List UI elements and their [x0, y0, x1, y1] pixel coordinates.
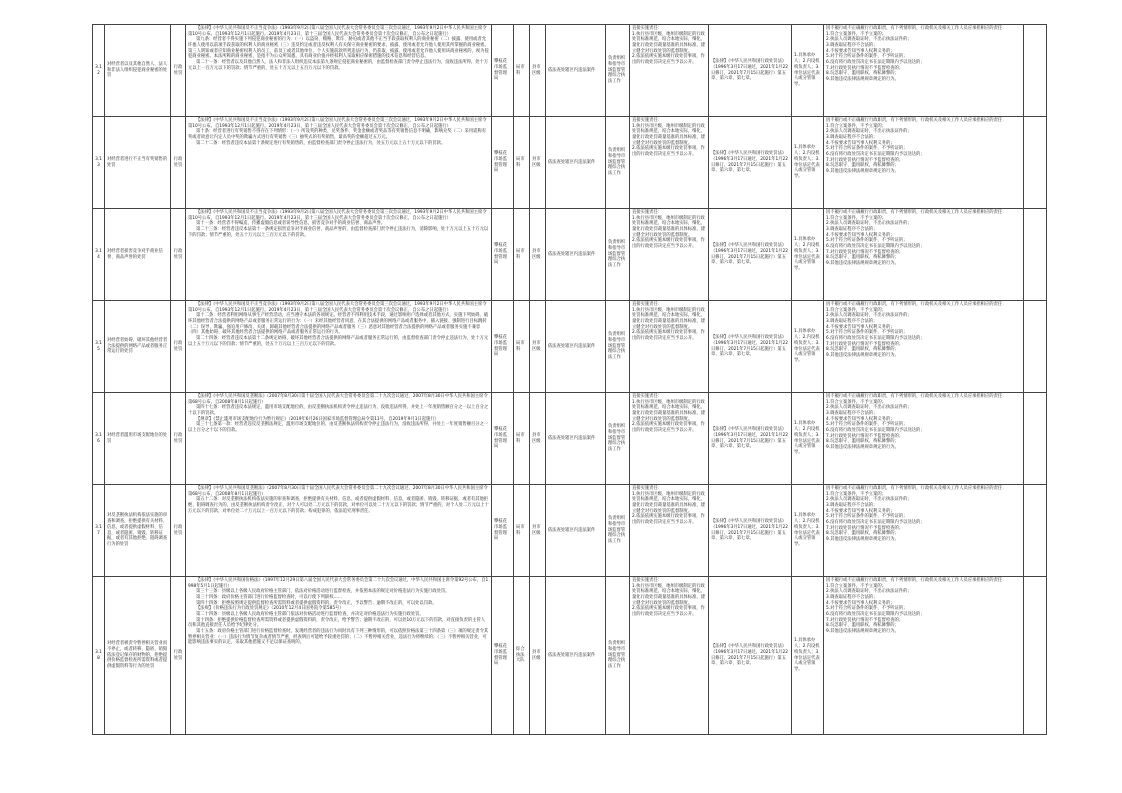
resp-line: 4.不按要求告知当事人权利义务的；	[826, 48, 895, 54]
duty-line: 2.依法依规实施本级行政处罚事项，作出的行政处罚决定应当予以公开。	[632, 422, 705, 434]
internal-unit: 局市科	[514, 25, 530, 117]
legal-basis	[186, 117, 492, 209]
duty-line: 1.执行县市区级、地州市级制定的行政处罚标准规范，结合本地实际，细化、量化行政处罚裁量基准的具体标准，建立健全对行政处罚的监督制度。	[632, 399, 706, 422]
row-number: 3.13	[93, 117, 105, 209]
responsible-subject: 负责组织和指导市场监督管理综合执法工作	[606, 301, 630, 393]
scope-of-enforcement: 依法查处辖区内违法案件	[546, 209, 606, 301]
accountability-items	[824, 301, 1024, 393]
basis-line: 第九条：经营者不得实施下列侵犯商业秘密的行为：（一）以盗窃、贿赂、欺诈、胁迫或者其他不正当手段获取权利人的商业秘密（二）披露、使用或者允许他人使用以前项手段获取的权利人的商业秘密（三）违反约定或者违反权利人有关保守商业秘密的要求，披露、使用或者允许他人使用其所掌握的商业秘密。第三人明知或者应知商业秘密权利人的员工、前员工或者其他单位、个人实施前款所列违法行为，仍获取、披露、使用或者允许他人使用该商业秘密的，视为侵犯商业秘密。本法所称的商业秘密，是指不为公众所知悉、具有商业价值并经权利人采取相应保密措施的技术信息和经营信息。	[188, 37, 489, 60]
internal-unit: 局市科	[514, 485, 530, 577]
basis-line: 【法律】《中华人民共和国反垄断法》（2007年8月30日第十届全国人民代表大会常务委员会第二十九次会议通过，2007年8月30日中华人民共和国主席令第68号公布，自2008年8月1日起施行）	[188, 394, 488, 405]
basis-line: 第二十三条：经营者违反本法第十一条规定损害竞争对手商业信誉、商品声誉的，由监督检查部门责令停止违法行为，消除影响，处十万元以上五十万元以下的罚款；情节严重的，处五十万元以上三百万元以下的罚款。	[188, 227, 489, 238]
item-type: 行政处罚	[171, 301, 186, 393]
duty-items	[630, 485, 709, 577]
resp-line: 9.其他违反法律法规规章规定的行为。	[826, 353, 899, 359]
responsible-subject: 负责组织和指导市场监督管理综合执法工作	[606, 117, 630, 209]
duty-line: 1.执行县市区级、地州市级制定的行政处罚标准规范，结合本地实际，细化、量化行政处罚裁量基准的具体标准，建立健全对行政处罚的监督制度。	[632, 215, 706, 238]
duty-items	[630, 117, 709, 209]
duty-line: 1.执行县市区级、地州市级制定的行政处罚标准规范，结合本地实际，细化、量化行政处罚裁量基准的具体标准，建立健全对行政处罚的监督制度。	[632, 583, 706, 606]
resp-line: 7.对行政处罚执行情况不予监督检查的；	[826, 157, 904, 163]
table-row	[93, 25, 1047, 117]
duty-line: 直接实施责任：	[632, 578, 663, 583]
scope-of-enforcement: 依法查处辖区内违法案件	[546, 301, 606, 393]
responsible-roles: 1.具体承办人；2.内设机构负责人；3.单位法定代表人或分管领导。	[792, 209, 824, 301]
table-row	[93, 393, 1047, 485]
resp-line: 2.执法人员调查取证时，不出示执法证件的；	[826, 405, 912, 411]
resp-line: 6.没有将行政处罚决定书在法定期限内予以送达的；	[826, 520, 925, 526]
resp-line: 5.对于符合听证条件的案件，不予听证的；	[826, 54, 908, 60]
item-name: 对经营者进行不正当有奖销售的处罚	[105, 117, 171, 209]
resp-line: 8.玩忽职守、滥用职权、徇私舞弊的；	[826, 163, 899, 169]
resp-line: 8.玩忽职守、滥用职权、徇私舞弊的；	[826, 439, 899, 445]
item-type: 行政处罚	[171, 577, 186, 735]
legal-basis	[186, 301, 492, 393]
accountability-items	[824, 25, 1024, 117]
table-row	[93, 577, 1047, 735]
resp-line: 6.没有将行政处罚决定书在法定期限内予以送达的；	[826, 152, 925, 158]
remarks-cell	[1024, 209, 1047, 301]
implementing-department: 攀枝花市场监督管理局	[492, 25, 514, 117]
accountability-items	[824, 117, 1024, 209]
duty-items	[630, 209, 709, 301]
accountability-items	[824, 209, 1024, 301]
duty-line: 2.依法依规实施本级行政处罚事项，作出的行政处罚决定应当予以公开。	[632, 238, 705, 250]
implementing-department: 攀枝花市场监督管理局	[492, 485, 514, 577]
responsible-subject: 负责组织和指导市场监督管理综合执法工作	[606, 25, 630, 117]
resp-line: 5.对于符合听证条件的案件，不予听证的；	[826, 422, 908, 428]
remarks-cell	[1024, 485, 1047, 577]
implementing-department: 攀枝花市场监督管理局	[492, 393, 514, 485]
basis-line: 第二十四条：县级以上各级人民政府价格主管部门依法对价格活动进行监督检查，并决定对价格违法行为实施行政处罚。	[196, 612, 424, 618]
resp-line: 7.对行政处罚执行情况不予监督检查的；	[826, 341, 904, 347]
item-type: 行政处罚	[171, 485, 186, 577]
basis-line: 第十一条：经营者不得编造、传播虚假信息或者误导性信息，损害竞争对手的商业信誉、商品声誉。	[196, 221, 386, 227]
jurisdiction-level: 县市区级	[530, 25, 546, 117]
duty-line: 1.执行县市区级、地州市级制定的行政处罚标准规范，结合本地实际，细化、量化行政处罚裁量基准的具体标准，建立健全对行政处罚的监督制度。	[632, 123, 706, 146]
resp-line: 因不履行或不正确履行行政职责，有下列情形的，行政机关及相关工作人员应承担相应的责任：	[826, 210, 1007, 215]
resp-line: 2.执法人员调查取证时，不出示执法证件的；	[826, 129, 912, 135]
remedy-basis: 【法律】《中华人民共和国行政处罚法》（1996年3月17日通过，2021年1月22日修订，2021年7月15日起施行）第五章、第六章、第七章。	[709, 393, 792, 485]
remedy-basis: 【法律】《中华人民共和国行政处罚法》（1996年3月17日通过，2021年1月22日修订，2021年7月15日起施行）第五章、第六章、第七章。	[709, 577, 792, 735]
resp-line: 9.其他违反法律法规规章规定的行为。	[826, 77, 899, 83]
remedy-basis: 【法律】《中华人民共和国行政处罚法》（1996年3月17日通过，2021年1月22日修订，2021年7月15日起施行）第五章、第六章、第七章。	[709, 117, 792, 209]
resp-line: 5.对于符合听证条件的案件，不予听证的；	[826, 330, 908, 336]
legal-basis	[186, 25, 492, 117]
resp-line: 6.没有将行政处罚决定书在法定期限内予以送达的；	[826, 336, 925, 342]
responsible-subject: 负责组织和指导市场监督管理综合执法工作	[606, 577, 630, 735]
basis-line: 【规章】《禁止滥用市场支配地位行为暂行规定》（2019年6月26日国家市场监督管理总局令第11号，自2019年9月1日起施行）	[196, 416, 439, 422]
responsible-subject: 负责组织和指导市场监督管理综合执法工作	[606, 209, 630, 301]
duty-line: 直接实施责任：	[632, 210, 663, 215]
item-name: 对经营者滥用市场支配地位的处罚	[105, 393, 171, 485]
implementing-department: 攀枝花市场监督管理局	[492, 301, 514, 393]
jurisdiction-level: 县市区级	[530, 209, 546, 301]
basis-line: 第三十三条：县级以上各级人民政府价格主管部门，依法对价格活动进行监督检查，并依照本法的规定对价格违法行为实施行政处罚。	[196, 589, 450, 595]
remedy-basis: 【法律】《中华人民共和国行政处罚法》（1996年3月17日通过，2021年1月22日修订，2021年7月15日起施行）第五章、第六章、第七章。	[709, 25, 792, 117]
remarks-cell	[1024, 25, 1047, 117]
responsible-roles: 1.具体承办人；2.内设机构负责人；3.单位法定代表人或分管领导。	[792, 25, 824, 117]
responsible-roles: 1.具体承办人；2.内设机构负责人；3.单位法定代表人或分管领导。	[792, 393, 824, 485]
duty-line: 2.依法依规实施本级行政处罚事项，作出的行政处罚决定应当予以公开。	[632, 330, 705, 342]
resp-line: 4.不按要求告知当事人权利义务的；	[826, 508, 895, 514]
jurisdiction-level: 县市区级	[530, 393, 546, 485]
remarks-cell	[1024, 393, 1047, 485]
legal-basis	[186, 577, 492, 735]
row-number: 3.17	[93, 485, 105, 577]
resp-line: 7.对行政处罚执行情况不予监督检查的；	[826, 525, 904, 531]
item-name: 对反垄断执法机构依法实施的审查和调查，拒绝提供有关材料、信息，或者提供虚假材料、信息，或者隐匿、销毁、转移证据，或者有其他拒绝、阻碍调查行为的处罚	[105, 485, 171, 577]
implementing-department: 攀枝花市场监督管理局	[492, 577, 514, 735]
resp-line: 因不履行或不正确履行行政职责，有下列情形的，行政机关及相关工作人员应承担相应的责任：	[826, 578, 1007, 583]
duty-line: 直接实施责任：	[632, 486, 663, 491]
resp-line: 5.对于符合听证条件的案件，不予听证的；	[826, 238, 908, 244]
remarks-cell	[1024, 577, 1047, 735]
jurisdiction-level: 县市区级	[530, 301, 546, 393]
internal-unit: 综合执法大队	[514, 577, 530, 735]
basis-line: 【法规】《价格违法行为行政处罚规定》（2010年12月4日国务院令第585号）	[196, 606, 344, 612]
jurisdiction-level: 县市区级	[530, 485, 546, 577]
resp-line: 8.玩忽职守、滥用职权、徇私舞弊的；	[826, 531, 899, 537]
resp-line: 9.其他违反法律法规规章规定的行为。	[826, 537, 899, 543]
table-row	[93, 485, 1047, 577]
basis-line: 第十五条：政府价格主管部门进行价格监督检查时，发现经营者的违法行为同时具有下列三种情形的，可以依照价格法第三十四条第（三）项的规定责令其暂停相关营业：（一）违法行为情节复杂或者情节严重，经查明后可能给予较重处罚的；（二）不暂停相关营业，违法行为将继续的；（三）不暂停相关营业，可能影响违法事实的认定，采取其他措施又不足以保证查明的。	[188, 629, 489, 646]
basis-line: 第三十四条：政府价格主管部门进行价格监督检查时，可以行使下列职权……	[196, 595, 343, 601]
resp-line: 2.执法人员调查取证时，不出示执法证件的；	[826, 37, 912, 43]
resp-line: 2.执法人员调查取证时，不出示执法证件的；	[826, 221, 912, 227]
scope-of-enforcement: 依法查处辖区内违法案件	[546, 393, 606, 485]
table-row	[93, 209, 1047, 301]
duty-items	[630, 25, 709, 117]
resp-line: 7.对行政处罚执行情况不予监督检查的；	[826, 433, 904, 439]
duty-items	[630, 301, 709, 393]
resp-line: 7.对行政处罚执行情况不予监督检查的；	[826, 617, 904, 623]
resp-line: 2.执法人员调查取证时，不出示执法证件的；	[826, 313, 912, 319]
resp-line: 3.调查取证程序不合法的；	[826, 595, 878, 601]
resp-line: 7.对行政处罚执行情况不予监督检查的；	[826, 249, 904, 255]
duty-line: 2.依法依规实施本级行政处罚事项，作出的行政处罚决定应当予以公开。	[632, 514, 705, 526]
duty-line: 1.执行县市区级、地州市级制定的行政处罚标准规范，结合本地实际，细化、量化行政处罚裁量基准的具体标准，建立健全对行政处罚的监督制度。	[632, 31, 706, 54]
basis-line: 第二十二条：经营者违反本法第十条规定进行有奖销售的，由监督检查部门责令停止违法行为，处五万元以上五十万元以下的罚款。	[196, 140, 446, 146]
resp-line: 1.符合立案条件，不予立案的；	[826, 307, 886, 313]
basis-line: 第十条：经营者进行有奖销售不得存在下列情形：（一）所设奖的种类、兑奖条件、奖金金额或者奖品等有奖销售信息不明确，影响兑奖（二）采用谎称有奖或者故意让内定人员中奖的欺骗方式进行有奖销售（三）抽奖式的有奖销售，最高奖的金额超过五万元。	[188, 129, 487, 141]
responsible-subject: 负责组织和指导市场监督管理综合执法工作	[606, 393, 630, 485]
basis-line: 【法律】《中华人民共和国反不正当竞争法》（1993年9月2日第八届全国人民代表大会常务委员会第三次会议通过，1993年9月2日中华人民共和国主席令第10号公布。自1993年12月1日起施行。2019年4月23日，第十三届全国人民代表大会常务委员会第十次会议修正，自公布之日起施行）	[188, 118, 487, 129]
implementing-department: 攀枝花市场监督管理局	[492, 209, 514, 301]
resp-line: 8.玩忽职守、滥用职权、徇私舞弊的；	[826, 623, 899, 629]
row-number: 3.18	[93, 577, 105, 735]
item-name: 对经营者妨碍、破坏其他经营者合法提供的网络产品或者服务正常运行的处罚	[105, 301, 171, 393]
resp-line: 2.执法人员调查取证时，不出示执法证件的；	[826, 497, 912, 503]
resp-line: 5.对于符合听证条件的案件，不予听证的；	[826, 146, 908, 152]
row-number: 3.12	[93, 25, 105, 117]
legal-basis	[186, 393, 492, 485]
resp-line: 3.调查取证程序不合法的；	[826, 503, 878, 509]
item-name: 对经营者以及其他自然人、法人和非法人组织侵犯商业秘密的处罚	[105, 25, 171, 117]
internal-unit: 局市科	[514, 393, 530, 485]
resp-line: 8.玩忽职守、滥用职权、徇私舞弊的；	[826, 347, 899, 353]
resp-line: 3.调查取证程序不合法的；	[826, 411, 878, 417]
resp-line: 2.执法人员调查取证时，不出示执法证件的；	[826, 589, 912, 595]
resp-line: 6.没有将行政处罚决定书在法定期限内予以送达的；	[826, 612, 925, 618]
basis-line: 【法律】《中华人民共和国反不正当竞争法》（1993年9月2日第八届全国人民代表大会常务委员会第三次会议通过，1993年9月2日中华人民共和国主席令第10号公布。自1993年12月1日起施行。2019年4月23日，第十三届全国人民代表大会常务委员会第十次会议修正，自公布之日起施行）	[188, 302, 487, 313]
legal-basis	[186, 485, 492, 577]
table-row	[93, 117, 1047, 209]
item-type: 行政处罚	[171, 209, 186, 301]
resp-line: 4.不按要求告知当事人权利义务的；	[826, 600, 895, 606]
resp-line: 5.对于符合听证条件的案件，不予听证的；	[826, 514, 908, 520]
duty-line: 直接实施责任：	[632, 394, 663, 399]
resp-line: 3.调查取证程序不合法的；	[826, 227, 878, 233]
remarks-cell	[1024, 117, 1047, 209]
row-number: 3.15	[93, 301, 105, 393]
duty-line: 2.依法依规实施本级行政处罚事项，作出的行政处罚决定应当予以公开。	[632, 146, 705, 158]
item-type: 行政处罚	[171, 25, 186, 117]
resp-line: 7.对行政处罚执行情况不予监督检查的；	[826, 65, 904, 71]
resp-line: 因不履行或不正确履行行政职责，有下列情形的，行政机关及相关工作人员应承担相应的责任：	[826, 26, 1007, 31]
legal-basis	[186, 209, 492, 301]
resp-line: 1.符合立案条件，不予立案的；	[826, 399, 886, 405]
resp-line: 6.没有将行政处罚决定书在法定期限内予以送达的；	[826, 60, 925, 66]
implementing-department: 攀枝花市场监督管理局	[492, 117, 514, 209]
basis-line: 第四十七条：经营者违反本法规定，滥用市场支配地位的，由反垄断执法机构责令停止违法行为，没收违法所得，并处上一年度销售额百分之一以上百分之十以下的罚款。	[188, 405, 489, 417]
internal-unit: 局市科	[514, 301, 530, 393]
resp-line: 3.调查取证程序不合法的；	[826, 319, 878, 325]
remedy-basis: 【法律】《中华人民共和国行政处罚法》（1996年3月17日通过，2021年1月22日修订，2021年7月15日起施行）第五章、第六章、第七章。	[709, 301, 792, 393]
resp-line: 9.其他违反法律法规规章规定的行为。	[826, 261, 899, 267]
duty-line: 直接实施责任：	[632, 26, 663, 31]
basis-line: 第十四条：拒绝提供价格监督检查所需资料或者提供虚假资料的，责令改正，给予警告；逾期不改正的，可以处10万元以下的罚款，对直接负责的主管人员和其他直接责任人员给予纪律处分。	[188, 617, 486, 629]
internal-unit: 局市科	[514, 209, 530, 301]
resp-line: 1.符合立案条件，不予立案的；	[826, 583, 886, 589]
resp-line: 4.不按要求告知当事人权利义务的；	[826, 232, 895, 238]
resp-line: 3.调查取证程序不合法的；	[826, 43, 878, 49]
scope-of-enforcement: 依法查处辖区内违法案件	[546, 485, 606, 577]
responsible-roles: 1.具体承办人；2.内设机构负责人；3.单位法定代表人或分管领导。	[792, 301, 824, 393]
basis-line: 【法律】《中华人民共和国反不正当竞争法》（1993年9月2日第八届全国人民代表大会常务委员会第三次会议通过，1993年9月2日中华人民共和国主席令第10号公布。自1993年12月1日起施行。2019年4月23日，第十三届全国人民代表大会常务委员会第十次会议修正，自公布之日起施行）	[188, 26, 487, 37]
duty-line: 2.依法依规实施本级行政处罚事项，作出的行政处罚决定应当予以公开。	[632, 606, 705, 618]
duty-line: 直接实施责任：	[632, 302, 663, 307]
responsible-subject: 负责组织和指导市场监督管理综合执法工作	[606, 485, 630, 577]
jurisdiction-level: 县市区级	[530, 577, 546, 735]
duty-items	[630, 577, 709, 735]
scope-of-enforcement: 依法查处辖区内违法案件	[546, 25, 606, 117]
duty-line: 2.依法依规实施本级行政处罚事项，作出的行政处罚决定应当予以公开。	[632, 54, 705, 66]
accountability-items	[824, 393, 1024, 485]
resp-line: 4.不按要求告知当事人权利义务的；	[826, 140, 895, 146]
duty-line: 1.执行县市区级、地州市级制定的行政处罚标准规范，结合本地实际，细化、量化行政处罚裁量基准的具体标准，建立健全对行政处罚的监督制度。	[632, 307, 706, 330]
duty-line: 1.执行县市区级、地州市级制定的行政处罚标准规范，结合本地实际，细化、量化行政处罚裁量基准的具体标准，建立健全对行政处罚的监督制度。	[632, 491, 706, 514]
responsible-roles: 1.具体承办人；2.内设机构负责人；3.单位法定代表人或分管领导。	[792, 485, 824, 577]
basis-line: 【法律】《中华人民共和国价格法》（1997年12月29日第八届全国人民代表大会常务委员会第二十九次会议通过，中华人民共和国主席令第92号公布，自1998年5月1日起施行）	[188, 578, 489, 589]
remedy-basis: 【法律】《中华人民共和国行政处罚法》（1996年3月17日通过，2021年1月22日修订，2021年7月15日起施行）第五章、第六章、第七章。	[709, 485, 792, 577]
resp-line: 9.其他违反法律法规规章规定的行为。	[826, 445, 899, 451]
resp-line: 1.符合立案条件，不予立案的；	[826, 215, 886, 221]
internal-unit: 局市科	[514, 117, 530, 209]
table-row	[93, 301, 1047, 393]
resp-line: 9.其他违反法律法规规章规定的行为。	[826, 169, 899, 175]
jurisdiction-level: 县市区级	[530, 117, 546, 209]
accountability-items	[824, 577, 1024, 735]
basis-line: 第二十一条：经营者以及其他自然人、法人和非法人组织违反本法第九条规定侵犯商业秘密的，由监督检查部门责令停止违法行为，没收违法所得，处十万元以上一百万元以下的罚款；情节严重的，处五十万元以上五百万元以下的罚款。	[188, 60, 489, 71]
duty-items	[630, 393, 709, 485]
basis-line: 第四十四条：拒绝按照规定提供监督检查所需资料或者提供虚假资料的，责令改正，予以警告；逾期不改正的，可以处以罚款。	[196, 600, 437, 606]
basis-line: 第二十四条：经营者违反本法第十二条规定妨碍、破坏其他经营者合法提供的网络产品或者服务正常运行的，由监督检查部门责令停止违法行为，处十万元以上五十万元以下的罚款；情节严重的，处五十万元以上三百万元以下的罚款。	[188, 336, 489, 347]
resp-line: 8.玩忽职守、滥用职权、徇私舞弊的；	[826, 255, 899, 261]
item-type: 行政处罚	[171, 393, 186, 485]
responsible-roles: 1.具体承办人；2.内设机构负责人；3.单位法定代表人或分管领导。	[792, 117, 824, 209]
resp-line: 6.没有将行政处罚决定书在法定期限内予以送达的；	[826, 428, 925, 434]
resp-line: 4.不按要求告知当事人权利义务的；	[826, 324, 895, 330]
resp-line: 3.调查取证程序不合法的；	[826, 135, 878, 141]
resp-line: 因不履行或不正确履行行政职责，有下列情形的，行政机关及相关工作人员应承担相应的责任：	[826, 118, 1007, 123]
responsible-roles: 1.具体承办人；2.内设机构负责人；3.单位法定代表人或分管领导。	[792, 577, 824, 735]
resp-line: 1.符合立案条件，不予立案的；	[826, 491, 886, 497]
responsibility-table	[92, 24, 1047, 735]
resp-line: 因不履行或不正确履行行政职责，有下列情形的，行政机关及相关工作人员应承担相应的责任：	[826, 394, 1007, 399]
resp-line: 9.其他违反法律法规规章规定的行为。	[826, 629, 899, 635]
duty-line: 直接实施责任：	[632, 118, 663, 123]
resp-line: 1.符合立案条件，不予立案的；	[826, 31, 886, 37]
basis-line: 【法律】《中华人民共和国反垄断法》（2007年8月30日第十届全国人民代表大会常务委员会第二十九次会议通过，2007年8月30日中华人民共和国主席令第68号公布，自2008年8月1日起施行）	[188, 486, 488, 497]
resp-line: 因不履行或不正确履行行政职责，有下列情形的，行政机关及相关工作人员应承担相应的责任：	[826, 486, 1007, 491]
scope-of-enforcement: 依法查处辖区内违法案件	[546, 117, 606, 209]
row-number: 3.14	[93, 209, 105, 301]
resp-line: 因不履行或不正确履行行政职责，有下列情形的，行政机关及相关工作人员应承担相应的责任：	[826, 302, 1007, 307]
item-type: 行政处罚	[171, 117, 186, 209]
resp-line: 4.不按要求告知当事人权利义务的；	[826, 416, 895, 422]
basis-line: 第三十七条第一款：经营者违反反垄断法规定，滥用市场支配地位的，由反垄断执法机构责令停止违法行为，没收违法所得，并处上一年度销售额百分之一以上百分之十以下的罚款。	[188, 422, 489, 434]
row-number: 3.16	[93, 393, 105, 485]
item-name: 对经营者损害竞争对手商业信誉、商品声誉的处罚	[105, 209, 171, 301]
basis-line: 第五十二条：对反垄断执法机构依法实施的审查和调查，拒绝提供有关材料、信息，或者提供虚假材料、信息，或者隐匿、销毁、转移证据，或者有其他拒绝、阻碍调查行为的，由反垄断执法机构责令改正，对个人可以处二万元以下的罚款，对单位可以处二十万元以下的罚款；情节严重的，对个人处二万元以上十万元以下的罚款，对单位处二十万元以上一百万元以下的罚款；构成犯罪的，依法追究刑事责任。	[188, 497, 489, 514]
resp-line: 5.对于符合听证条件的案件，不予听证的；	[826, 606, 908, 612]
resp-line: 6.没有将行政处罚决定书在法定期限内予以送达的；	[826, 244, 925, 250]
basis-line: 第十二条：经营者利用网络从事生产经营活动，应当遵守本法的各项规定。经营者不得利用技术手段，通过影响用户选择或者其他方式，实施下列妨碍、破坏其他经营者合法提供的网络产品或者服务正常运行的行为：（一）未经其他经营者同意，在其合法提供的网络产品或者服务中，插入链接、强制进行目标跳转（二）误导、欺骗、强迫用户修改、关闭、卸载其他经营者合法提供的网络产品或者服务（三）恶意对其他经营者合法提供的网络产品或者服务实施不兼容（四）其他妨碍、破坏其他经营者合法提供的网络产品或者服务正常运行的行为。	[188, 313, 489, 336]
remarks-cell	[1024, 301, 1047, 393]
resp-line: 8.玩忽职守、滥用职权、徇私舞弊的；	[826, 71, 899, 77]
resp-line: 1.符合立案条件，不予立案的；	[826, 123, 886, 129]
accountability-items	[824, 485, 1024, 577]
basis-line: 【法律】《中华人民共和国反不正当竞争法》（1993年9月2日第八届全国人民代表大会常务委员会第三次会议通过，1993年9月2日中华人民共和国主席令第10号公布。自1993年12月1日起施行。2019年4月23日，第十三届全国人民代表大会常务委员会第十次会议修正，自公布之日起施行）	[188, 210, 487, 221]
item-name: 对经营者被责令暂停相关营业而不停止，或者转移、隐匿、销毁依法登记保存的财物的，拒绝提供价格监督检查所需资料或者提供虚假资料等行为的处罚	[105, 577, 171, 735]
scope-of-enforcement: 依法查处辖区内违法案件	[546, 577, 606, 735]
remedy-basis: 【法律】《中华人民共和国行政处罚法》（1996年3月17日通过，2021年1月22日修订，2021年7月15日起施行）第五章、第六章、第七章。	[709, 209, 792, 301]
